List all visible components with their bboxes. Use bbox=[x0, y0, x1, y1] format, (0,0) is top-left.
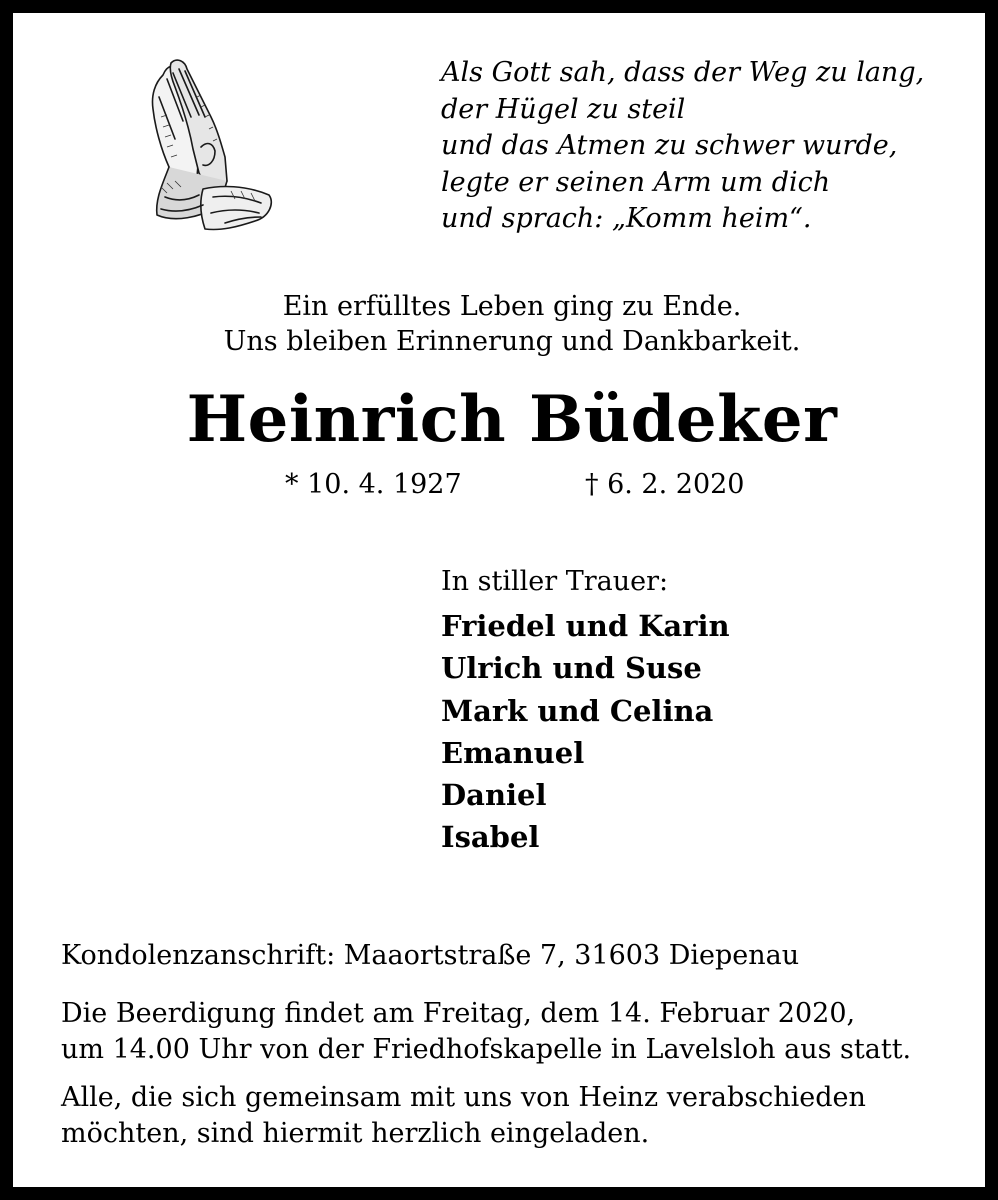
mourner-name: Mark und Celina bbox=[441, 693, 714, 728]
poem-line: legte er seinen Arm um dich bbox=[441, 166, 831, 198]
intro-line: Ein erfülltes Leben ging zu Ende. bbox=[282, 291, 742, 322]
funeral-line: um 14.00 Uhr von der Friedhofskapelle in Lavelsloh aus statt. bbox=[61, 1034, 912, 1065]
mourning-label: In stiller Trauer: bbox=[441, 566, 669, 597]
intro-line: Uns bleiben Erinnerung und Dankbarkeit. bbox=[223, 326, 801, 357]
poem-line: Als Gott sah, dass der Weg zu lang, bbox=[441, 57, 925, 88]
poem-line: und das Atmen zu schwer wurde, bbox=[441, 130, 898, 161]
deceased-name: Heinrich Büdeker bbox=[186, 382, 838, 457]
death-date: † 6. 2. 2020 bbox=[585, 469, 745, 500]
funeral-info bbox=[61, 996, 911, 1068]
mourner-name: Friedel und Karin bbox=[441, 609, 730, 643]
intro-text bbox=[13, 289, 998, 359]
poem bbox=[441, 55, 924, 238]
poem-line: der Hügel zu steil bbox=[441, 93, 686, 125]
invitation-line: möchten, sind hiermit herzlich eingeladen. bbox=[61, 1118, 650, 1149]
invitation-text bbox=[61, 1080, 866, 1152]
poem-line: und sprach: „Komm heim“. bbox=[441, 203, 812, 234]
mourner-name: Isabel bbox=[441, 820, 540, 855]
mourner-name: Ulrich und Suse bbox=[441, 651, 702, 686]
praying-hands-icon bbox=[141, 57, 283, 235]
birth-date: * 10. 4. 1927 bbox=[285, 469, 462, 500]
condolence-address: Kondolenzanschrift: Maaortstraße 7, 31603 Diepenau bbox=[61, 940, 800, 971]
invitation-line: Alle, die sich gemeinsam mit uns von Heinz verabschieden bbox=[61, 1082, 866, 1113]
funeral-line: Die Beerdigung findet am Freitag, dem 14. Februar 2020, bbox=[61, 998, 856, 1029]
mourners-list bbox=[441, 605, 730, 859]
mourner-name: Daniel bbox=[441, 778, 547, 813]
mourner-name: Emanuel bbox=[441, 735, 585, 770]
